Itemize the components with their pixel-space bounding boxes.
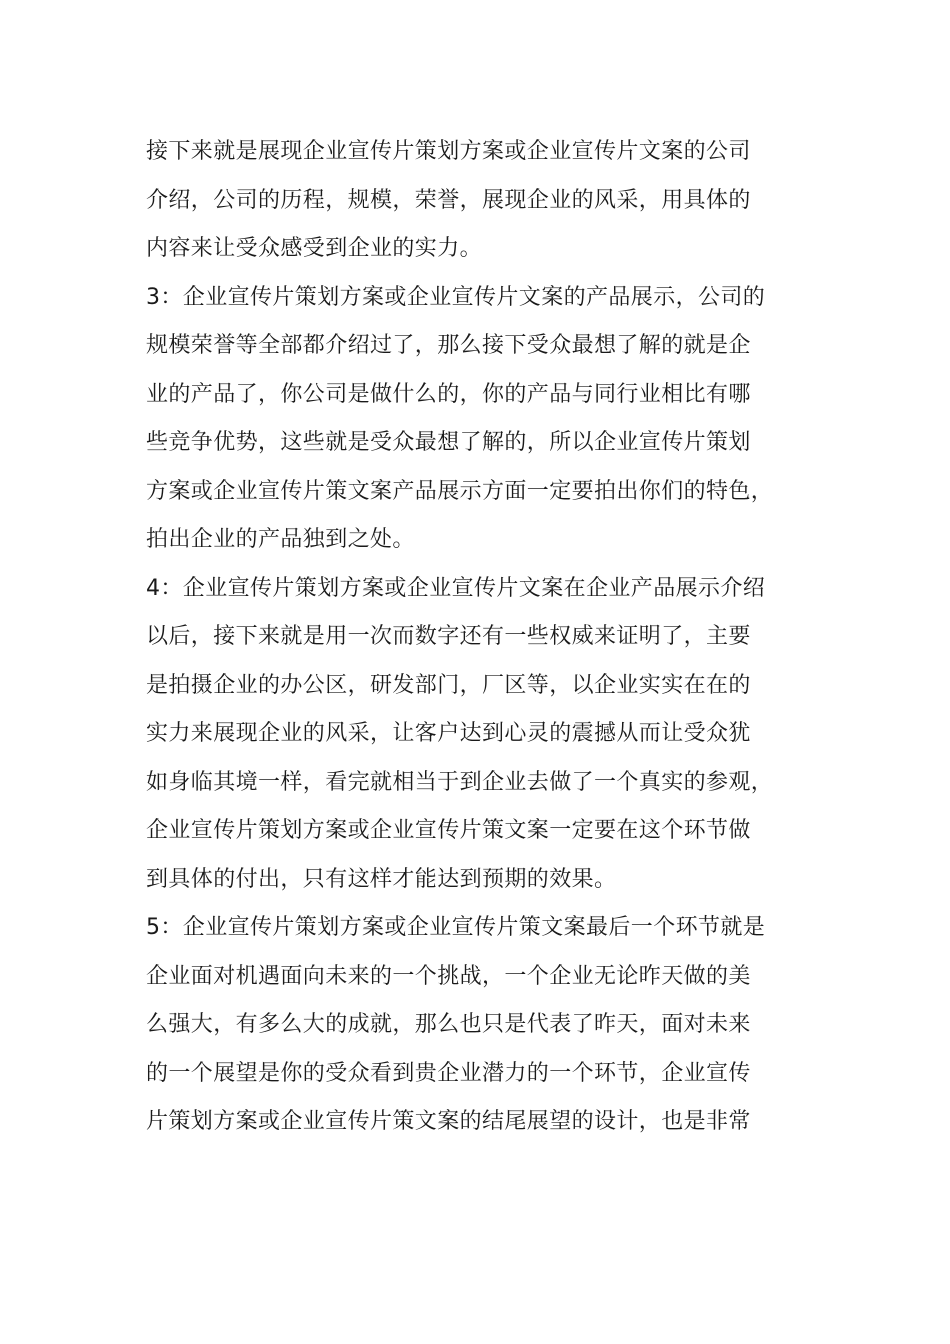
text-line-13: 实力来展现企业的风采，让客户达到心灵的震撼从而让受众犹	[146, 721, 751, 746]
text-line-18: 企业面对机遇面向未来的一个挑战，一个企业无论昨天做的美	[146, 963, 751, 989]
document-body	[146, 128, 811, 1147]
text-line-10: 4：企业宣传片策划方案或企业宣传片文案在企业产品展示介绍	[146, 575, 766, 601]
text-line-19: 么强大，有多么大的成就，那么也只是代表了昨天，面对未来	[146, 1012, 751, 1037]
text-line-4: 3：企业宣传片策划方案或企业宣传片文案的产品展示，公司的	[146, 284, 766, 310]
text-line-3: 内容来让受众感受到企业的实力。	[146, 236, 483, 261]
text-line-17: 5：企业宣传片策划方案或企业宣传片策文案最后一个环节就是	[146, 915, 766, 940]
text-line-5: 规模荣誉等全部都介绍过了，那么接下受众最想了解的就是企	[146, 333, 751, 358]
text-line-9: 拍出企业的产品独到之处。	[146, 527, 415, 552]
text-line-11: 以后，接下来就是用一次而数字还有一些权威来证明了，主要	[146, 624, 751, 649]
text-line-20: 的一个展望是你的受众看到贵企业潜力的一个环节，企业宣传	[146, 1060, 751, 1086]
text-line-8: 方案或企业宣传片策文案产品展示方面一定要拍出你们的特色，	[146, 478, 774, 504]
text-line-12: 是拍摄企业的办公区，研发部门，厂区等，以企业实实在在的	[146, 672, 751, 698]
text-line-14: 如身临其境一样，看完就相当于到企业去做了一个真实的参观，	[146, 769, 774, 795]
text-line-6: 业的产品了，你公司是做什么的，你的产品与同行业相比有哪	[146, 381, 751, 407]
text-line-15: 企业宣传片策划方案或企业宣传片策文案一定要在这个环节做	[146, 818, 751, 843]
text-line-1: 接下来就是展现企业宣传片策划方案或企业宣传片文案的公司	[146, 139, 751, 164]
text-line-21: 片策划方案或企业宣传片策文案的结尾展望的设计，也是非常	[146, 1109, 751, 1134]
text-line-7: 些竞争优势，这些就是受众最想了解的，所以企业宣传片策划	[146, 430, 751, 455]
text-line-2: 介绍，公司的历程，规模，荣誉，展现企业的风采，用具体的	[146, 187, 751, 213]
text-line-16: 到具体的付出，只有这样才能达到预期的效果。	[146, 866, 617, 892]
